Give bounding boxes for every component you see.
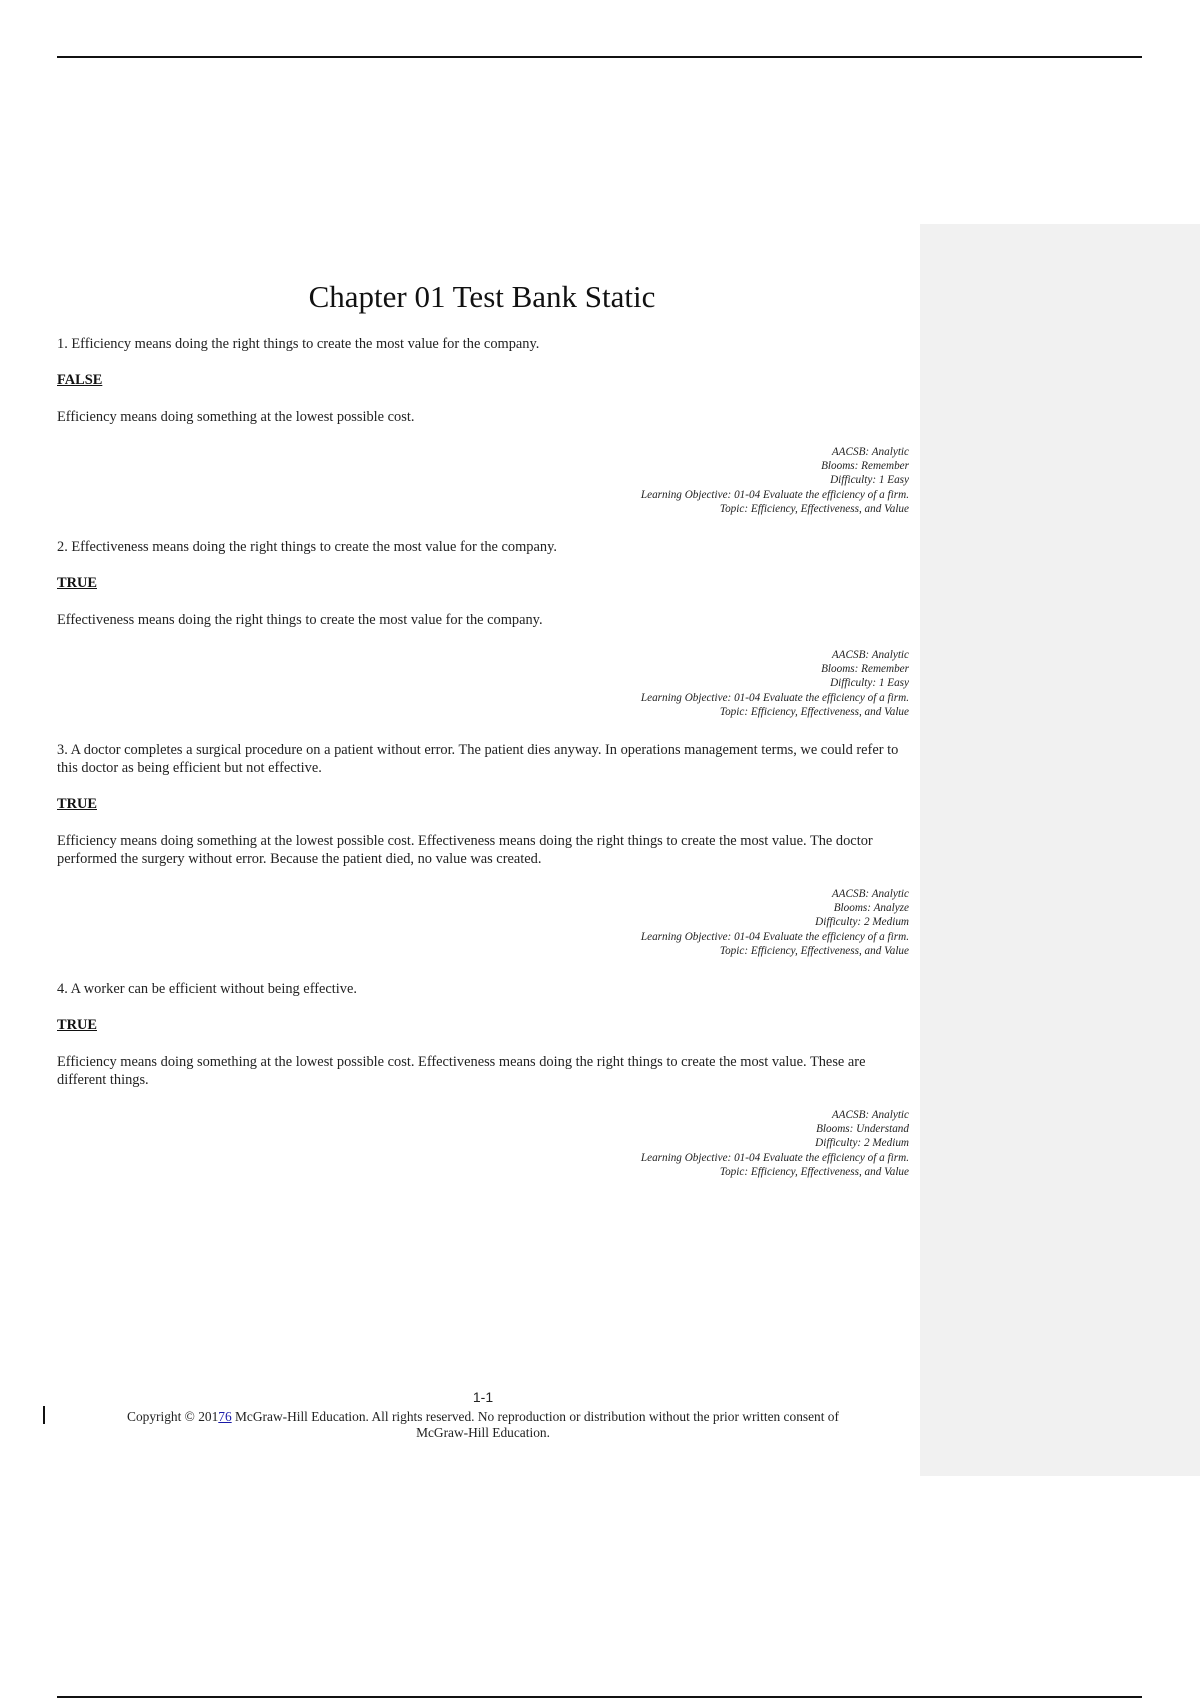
explanation-text: Efficiency means doing something at the lowest possible cost. Effectiveness means doing the right things to create the most value. The doctor performed the surgery without error. Because the patient died, no value was created.	[57, 833, 873, 868]
question-item	[57, 335, 909, 516]
blooms-tag: Blooms: Remember	[821, 663, 909, 676]
blooms-tag: Blooms: Analyze	[833, 902, 909, 915]
blooms-tag: Blooms: Understand	[816, 1123, 909, 1136]
question-text: 1. Efficiency means doing the right things to create the most value for the company.	[57, 336, 540, 352]
aacsb-tag: AACSB: Analytic	[831, 1109, 909, 1122]
question-metadata	[57, 445, 909, 516]
topic-tag: Topic: Efficiency, Effectiveness, and Value	[719, 944, 909, 957]
question-metadata	[57, 887, 909, 958]
bottom-rule	[57, 1696, 1142, 1698]
question-item	[57, 538, 909, 719]
question-list	[57, 335, 909, 1201]
question-text: 3. A doctor completes a surgical procedure on a patient without error. The patient dies anyway. In operations management terms, we could refer to this doctor as being efficient but not effective.	[57, 742, 899, 777]
aacsb-tag: AACSB: Analytic	[831, 888, 909, 901]
topic-tag: Topic: Efficiency, Effectiveness, and Value	[719, 1165, 909, 1178]
comment-pane	[920, 224, 1200, 1476]
topic-tag: Topic: Efficiency, Effectiveness, and Value	[719, 705, 909, 718]
copyright-text-start: Copyright © 201	[127, 1408, 219, 1424]
answer-text: TRUE	[57, 1017, 97, 1034]
answer-text: TRUE	[57, 575, 97, 592]
learning-objective-tag: Learning Objective: 01-04 Evaluate the efficiency of a firm.	[640, 488, 909, 501]
difficulty-tag: Difficulty: 1 Easy	[830, 677, 909, 690]
page-title: Chapter 01 Test Bank Static	[308, 279, 656, 314]
aacsb-tag: AACSB: Analytic	[831, 649, 909, 662]
difficulty-tag: Difficulty: 2 Medium	[815, 1137, 909, 1150]
topic-tag: Topic: Efficiency, Effectiveness, and Value	[719, 502, 909, 515]
answer-text: FALSE	[57, 372, 103, 388]
difficulty-tag: Difficulty: 2 Medium	[815, 916, 909, 929]
page-number: 1-1	[472, 1389, 494, 1405]
explanation-text: Efficiency means doing something at the lowest possible cost.	[57, 409, 415, 425]
copyright-text-end: McGraw-Hill Education. All rights reserved. No reproduction or distribution without the prior written consent of McGraw-Hill Education.	[231, 1408, 839, 1440]
question-item	[57, 741, 909, 958]
question-text: 4. A worker can be efficient without being effective.	[57, 981, 357, 998]
answer-text: TRUE	[57, 796, 97, 813]
top-rule	[57, 56, 1142, 58]
learning-objective-tag: Learning Objective: 01-04 Evaluate the efficiency of a firm.	[640, 691, 909, 704]
page-footer	[57, 1389, 909, 1442]
copyright-notice	[103, 1409, 863, 1442]
question-item	[57, 980, 909, 1179]
question-text: 2. Effectiveness means doing the right things to create the most value for the company.	[57, 539, 557, 556]
explanation-text: Efficiency means doing something at the lowest possible cost. Effectiveness means doing the right things to create the most value. These are different things.	[57, 1054, 866, 1089]
question-metadata	[57, 1108, 909, 1179]
aacsb-tag: AACSB: Analytic	[831, 446, 909, 458]
difficulty-tag: Difficulty: 1 Easy	[830, 474, 909, 487]
tracked-change-year: 76	[218, 1408, 232, 1424]
change-bar	[43, 1406, 45, 1424]
learning-objective-tag: Learning Objective: 01-04 Evaluate the efficiency of a firm.	[640, 930, 909, 943]
blooms-tag: Blooms: Remember	[821, 460, 909, 473]
explanation-text: Effectiveness means doing the right things to create the most value for the company.	[57, 612, 543, 629]
learning-objective-tag: Learning Objective: 01-04 Evaluate the efficiency of a firm.	[640, 1151, 909, 1164]
question-metadata	[57, 648, 909, 719]
